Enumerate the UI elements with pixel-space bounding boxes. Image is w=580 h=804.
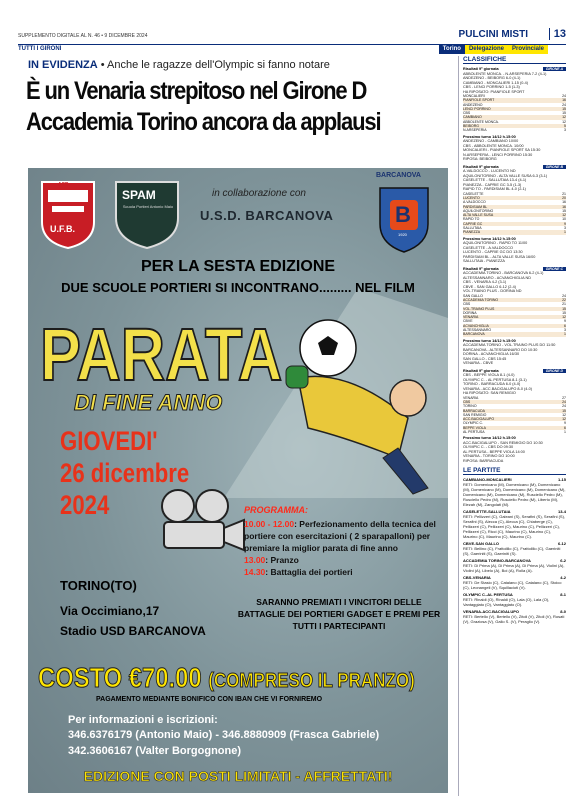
- next-match-line: MONCALIERI - PIANFIOLE SPORT SA 15:30: [463, 148, 541, 153]
- match-title: CBS-VENARIA 4-2: [463, 575, 566, 581]
- next-round-heading: Prossimo turno 14/12 h.15:00: [463, 134, 516, 139]
- matches-container: [463, 477, 566, 624]
- standings-sidebar: [458, 56, 566, 796]
- match-report: [463, 592, 566, 607]
- next-match-line: CASELETTE - A.VALDOCCO: [463, 245, 513, 250]
- results-heading: Risultati 9ª giornata: [463, 164, 499, 169]
- contact-line-1: 346.6376179 (Antonio Maio) - 346.8880909 (Frasca Gabriele): [68, 729, 380, 741]
- standings-row: ACCADEMIA TORINO 22: [463, 297, 566, 302]
- result-line: CBVE - SAN GALLO 6-12 (2-4): [463, 284, 516, 289]
- event-cost: COSTO €70.00 (COMPRESO IL PRANZO): [38, 662, 415, 693]
- results-heading: Risultati 9ª giornata: [463, 266, 499, 271]
- result-line: HA RIPOSATO: PIANFIOLE SPORT: [463, 89, 525, 94]
- standings-row: CBS 21: [463, 302, 566, 307]
- ufb-logo-text: U.F.B.: [50, 224, 76, 234]
- film-projector-icon: [148, 488, 248, 568]
- spam-logo-sub: Scuola Portieri Antonio Maio: [122, 204, 174, 209]
- tab-torino[interactable]: Torino: [439, 45, 465, 54]
- section-navbar: [18, 44, 566, 54]
- headline-line-2: Accademia Torino ancora da applausi: [26, 108, 381, 136]
- results-heading: Risultati 9ª giornata: [463, 67, 499, 71]
- barcanova-logo-year: 1920: [398, 232, 407, 237]
- next-match-line: RIPOSA: BARRACUDA: [463, 458, 504, 463]
- next-round-heading: Prossimo turno 14/12 h.15:00: [463, 338, 516, 343]
- next-match-line: AL PERTUSA - BEPPE VIOLA 14:00: [463, 449, 525, 454]
- standings-group: [463, 267, 566, 366]
- results-heading: Risultati 9ª giornata: [463, 368, 499, 373]
- result-line: TORINO - BARRACUDA 6-0 (4-0): [463, 382, 521, 387]
- standings-row: BARRACUDA 15: [463, 408, 566, 413]
- result-line: CBS - VENARIA 4-2 (3-1): [463, 280, 507, 285]
- match-scorers: RETI: Bertello (V), Bertello (V), Zitoli (V), Zitoli (V), Rosati (V), Graziosa (V), Gallo S. (V), Peraglio (V).: [463, 614, 565, 625]
- prizes-text: SARANNO PREMIATI I VINCITORI DELLE BATTAGLIE DEI PORTIERI GADGET E PREMI PER TUTTI I PARTECIPANTI: [237, 597, 441, 631]
- match-title: CAMBIANO-MONCALIERI 1-15: [463, 477, 566, 483]
- match-scorers: RETI: Rinaldi (O), Rinaldi (O), Lala (O), Lala (O), Vantaggiato (O), Vantaggiato (O).: [463, 597, 550, 608]
- program-item: 10.00 - 12.00: Perfezionamento della tecnica del portiere con esercitazioni ( 2 sparapalloni) per premiare la miglior parata di fine anno: [244, 519, 436, 553]
- collaboration-line: in collaborazione con: [212, 188, 306, 199]
- matches-title: LE PARTITE: [463, 467, 566, 475]
- section-title: PULCINI MISTI: [458, 29, 528, 40]
- match-report: [463, 609, 566, 624]
- standings-row: BEPPE VIOLA 6: [463, 425, 566, 430]
- match-scorers: RETI: De Stasio (C), Catalano (C), Catalano (C), Stoico (C), Leonangeli (V), Squillacioti (V).: [463, 580, 562, 591]
- program-item: 13.00: Pranzo: [244, 555, 299, 565]
- ufb-logo-top: ASD: [58, 182, 69, 188]
- result-line: ABBOLENTE MONCA. - N.ARSEPERIA 7-2 (4-1): [463, 71, 547, 76]
- page-number: 13: [549, 28, 566, 40]
- result-line: ALTESSANNARO - ACVANCHIGLIA ND: [463, 275, 532, 280]
- result-line: VOL.TRAINO PLUS - DORINA ND: [463, 289, 522, 294]
- standings-row: N.ARSEPERIA 3: [463, 128, 566, 133]
- top-strip: [18, 30, 566, 44]
- standings-row: PIANFIOLE SPORT 16: [463, 98, 566, 103]
- result-line: A.VALDOCCO - LUCENTO ND: [463, 169, 516, 174]
- match-title: CASELETTE-SALLUTAIA 13-4: [463, 509, 566, 515]
- standings-row: A.VALDOCCO 16: [463, 200, 566, 205]
- group-tag: GIRONE B: [543, 165, 566, 169]
- next-match-line: OLYMPIC C. - CBS DO 09:30: [463, 445, 514, 450]
- standings-row: BARCANOVA 1: [463, 332, 566, 337]
- next-match-line: SALLUTAIA - PIANEZZA: [463, 259, 505, 264]
- result-line: RAPID TO - PARDISIAM BL 4-0 (2-1): [463, 187, 526, 192]
- next-match-line: PARDISIAM BL - ALTA VALLE SUSA 16/00: [463, 254, 536, 259]
- article-headline: [26, 76, 396, 138]
- standings-row: CAMBIANO 12: [463, 115, 566, 120]
- standings-row: ANDEZENO 24: [463, 102, 566, 107]
- match-scorers: RETI: Pellizzeri (C), Galeani (S), Serafini (S), Serafini (S), Serafini (S), Alecca (C), Alecca (C), Chiaberge (C), Pellizzeri (C), Pellizzeri (C), Maurino (C), Pellizzeri (C), Pellizzeri (C), Ricci (C), Maurino (C), Maurino (C), Maurino (C), Maurino (C), Maurino (C).: [463, 514, 566, 540]
- standings-row: VOL.TRAINO PLUS 15: [463, 306, 566, 311]
- standings-row: VENARIA 27: [463, 395, 566, 400]
- event-poster: [28, 168, 448, 793]
- result-line: ACCADEMIA TORINO - BARCANOVA 6-2 (4-1): [463, 271, 544, 276]
- match-title: VENARIA-ACC.BACIGALUPO 8-0: [463, 609, 566, 615]
- match-scorers: RETI: Domenicano (M), Domenicano (M), Domenicano (M), Domenicano (M), Domenicano (M), Domenicano (M), Domenicano (M), Domenicano (M), Rusciello Pedro (M), Rusciello Pedro (M), Rusciello Pedro (M), Liberto (M), Elezah (M), Zangolati (M).: [463, 482, 566, 508]
- groups-container: [463, 67, 566, 463]
- edition-line: PER LA SESTA EDIZIONE: [140, 258, 336, 275]
- next-match-line: N.ARSEPERIA - LENCI PORRINO 15:30: [463, 152, 533, 157]
- match-report: [463, 558, 566, 573]
- result-line: CBS - LENCI PORRINO 1-5 (1-3): [463, 85, 520, 89]
- kicker-text: • Anche le ragazze dell'Olympic si fanno notare: [100, 59, 330, 71]
- next-match-line: VENARIA - TORINO DO 10:00: [463, 454, 515, 459]
- club-name: U.S.D. BARCANOVA: [200, 208, 334, 223]
- standings-group: [463, 369, 566, 464]
- poster-title-sub: DI FINE ANNO: [74, 390, 223, 415]
- standings-row: CAPRIE GC 9: [463, 221, 566, 226]
- next-match-line: VENARIA - CBVE: [463, 361, 494, 366]
- all-groups-label: TUTTI I GIRONI: [18, 46, 62, 52]
- standings-row: MONCALIERI 24: [463, 94, 566, 98]
- result-line: HA RIPOSATO: SAN REMIGIO: [463, 391, 516, 396]
- result-line: CAMBIANO - MONCALIERI 1-15 (0-4): [463, 80, 528, 85]
- group-tag: GIRONE A: [543, 67, 566, 71]
- result-line: AQUILONITORINO - ALTA VALLE SUSA 6-3 (3-1): [463, 173, 548, 178]
- standings-row: DORINA 15: [463, 310, 566, 315]
- next-match-line: LUCENTO - CAPRIE GC DO 13:30: [463, 250, 523, 255]
- match-title: CBVE-SAN GALLO 6-12: [463, 541, 566, 547]
- result-line: OLYMPIC C. - AL PERTUSA 8-1 (3-1): [463, 377, 527, 382]
- match-report: [463, 477, 566, 507]
- standings-group: [463, 165, 566, 264]
- standings-title: CLASSIFICHE: [463, 56, 566, 64]
- standings-row: LUCENTO 20: [463, 195, 566, 200]
- article-kicker: [28, 59, 330, 71]
- standings-row: PIANEZZA 1: [463, 230, 566, 235]
- match-report: [463, 575, 566, 590]
- standings-row: ALTESSANNARO 3: [463, 328, 566, 333]
- program-heading: PROGRAMMA:: [244, 505, 308, 515]
- next-match-line: ACCADEMIA TORINO - VOL.TRAINO PLUS DO 11:50: [463, 343, 556, 348]
- standings-row: CBVE 9: [463, 319, 566, 324]
- next-match-line: ACC.BACIGALUPO - SAN REMIGIO DO 10:30: [463, 440, 543, 445]
- standings-row: ACVANCHIGLIA 6: [463, 323, 566, 328]
- barcanova-logo-letter: B: [395, 202, 411, 227]
- standings-row: ALTA VALLE SUSA 12: [463, 213, 566, 218]
- kicker-label: IN EVIDENZA: [28, 59, 98, 71]
- standings-row: LENCI PORRINO 15: [463, 106, 566, 111]
- standings-row: VENARIA 12: [463, 315, 566, 320]
- next-match-line: BARCANOVA - ALTESSANNARO DO 10:30: [463, 347, 538, 352]
- payment-note: PAGAMENTO MEDIANTE BONIFICO CON IBAN CHE VI FORNIREMO: [96, 696, 323, 703]
- next-match-line: DORINA - ACVANCHIGLIA 16/30: [463, 352, 520, 357]
- next-match-line: CBS - ABBOLENTE MONCA. 10/00: [463, 143, 524, 148]
- result-line: PIANEZZA - CAPRIE GC 3-5 (1-3): [463, 182, 522, 187]
- group-tag: GIRONE C: [543, 267, 566, 271]
- publication-info: SUPPLEMENTO DIGITALE AL N. 46 • 9 DICEMBRE 2024: [18, 33, 148, 39]
- limited-seats-notice: EDIZIONE CON POSTI LIMITATI - AFFRETTATI!: [83, 768, 393, 784]
- event-venue: Stadio USD BARCANOVA: [60, 624, 206, 638]
- next-match-line: ANDEZENO - CAMBIANO 10/00: [463, 139, 519, 144]
- program-list: [244, 518, 444, 578]
- match-report: [463, 541, 566, 556]
- standings-row: ACC.BACIGALUPO 12: [463, 417, 566, 422]
- next-round-heading: Prossimo turno 14/12 h.15:00: [463, 236, 516, 241]
- standings-row: CBS 15: [463, 111, 566, 116]
- result-line: VENARIA - ACC.BACIGALUPO 8-0 (4-0): [463, 386, 532, 391]
- standings-row: PARDISIAM BL 16: [463, 204, 566, 209]
- standings-table: [463, 192, 566, 235]
- standings-row: TORINO 24: [463, 404, 566, 409]
- spam-logo-text: SPAM: [122, 188, 156, 202]
- contact-line-2: 342.3606167 (Valter Borgognone): [68, 745, 242, 757]
- match-scorers: RETI: Di Prima (A), Di Prima (A), Di Prima (A), Violini (A), Violini (A), Libelo (A), Boi (A), Rolla (A).: [463, 563, 565, 574]
- standings-table: [463, 294, 566, 337]
- next-match-line: SAN GALLO - CBS 15:45: [463, 356, 507, 361]
- info-heading: Per informazioni e iscrizioni:: [68, 714, 218, 726]
- match-title: ACCADEMIA TORINO-BARCANOVA 6-2: [463, 558, 566, 564]
- group-tag: GIRONE D: [543, 369, 566, 373]
- poster-title: PARATA: [40, 313, 283, 396]
- program-item: 14.30: Battaglia dei portieri: [244, 567, 353, 577]
- tab-provinciale[interactable]: Provinciale: [508, 45, 548, 54]
- standings-row: OLYMPIC C. 9: [463, 421, 566, 426]
- standings-row: AQUILONITORINO 15: [463, 208, 566, 213]
- standings-row: SAN GALLO 24: [463, 293, 566, 298]
- ufb-logo-icon: [38, 178, 98, 250]
- headline-line-1: È un Venaria strepitoso nel Girone D: [26, 77, 367, 105]
- standings-group: [463, 67, 566, 162]
- tab-delegazione[interactable]: Delegazione: [465, 45, 508, 54]
- result-line: CASELETTE - SALLUTAIA 13-4 (4-1): [463, 178, 527, 183]
- next-round-heading: Prossimo turno 14/12 h.15:00: [463, 436, 516, 441]
- standings-row: SAN REMIGIO 12: [463, 412, 566, 417]
- match-title: OLYMPIC C.-AL PERTUSA 8-1: [463, 592, 566, 598]
- result-line: CBS - BEPPE VIOLA 8-1 (4-0): [463, 373, 515, 378]
- event-address: Via Occimiano,17: [60, 604, 160, 618]
- event-date: 26 dicembre: [60, 458, 190, 488]
- event-day: GIOVEDI': [60, 426, 158, 456]
- event-year: 2024: [60, 490, 110, 520]
- next-match-line: AQUILONITORINO - RAPID TO 11/00: [463, 241, 528, 246]
- standings-row: CBS 24: [463, 399, 566, 404]
- match-report: [463, 509, 566, 539]
- poster-subtitle: DUE SCUOLE PORTIERI SI INCONTRANO......... NEL FILM: [61, 280, 415, 295]
- standings-row: SALLUTAIA 3: [463, 226, 566, 231]
- standings-row: CASELETTE 21: [463, 191, 566, 196]
- event-town: TORINO(TO): [60, 578, 137, 593]
- match-scorers: RETI: Bellino (C), Frattolillo (C), Frattolillo (C), Gaeriniti (S), Gaeriniti (S), Gaeriniti (S).: [463, 546, 561, 557]
- standings-table: [463, 94, 566, 133]
- result-line: ANDEZENO - BEIBORG 6-0 (4-1): [463, 76, 521, 80]
- standings-table: [463, 396, 566, 435]
- region-tabs: [439, 45, 548, 54]
- standings-row: BEIBORG 5: [463, 124, 566, 129]
- standings-row: RAPID TO 10: [463, 217, 566, 222]
- standings-row: AL PERTUSA 1: [463, 429, 566, 434]
- next-match-line: RIPOSA: BEIBORG: [463, 157, 497, 162]
- standings-row: ABBOLENTE MONCA. 12: [463, 119, 566, 124]
- goalkeeper-illustration: [258, 308, 443, 498]
- barcanova-logo-text: BARCANOVA: [376, 172, 421, 179]
